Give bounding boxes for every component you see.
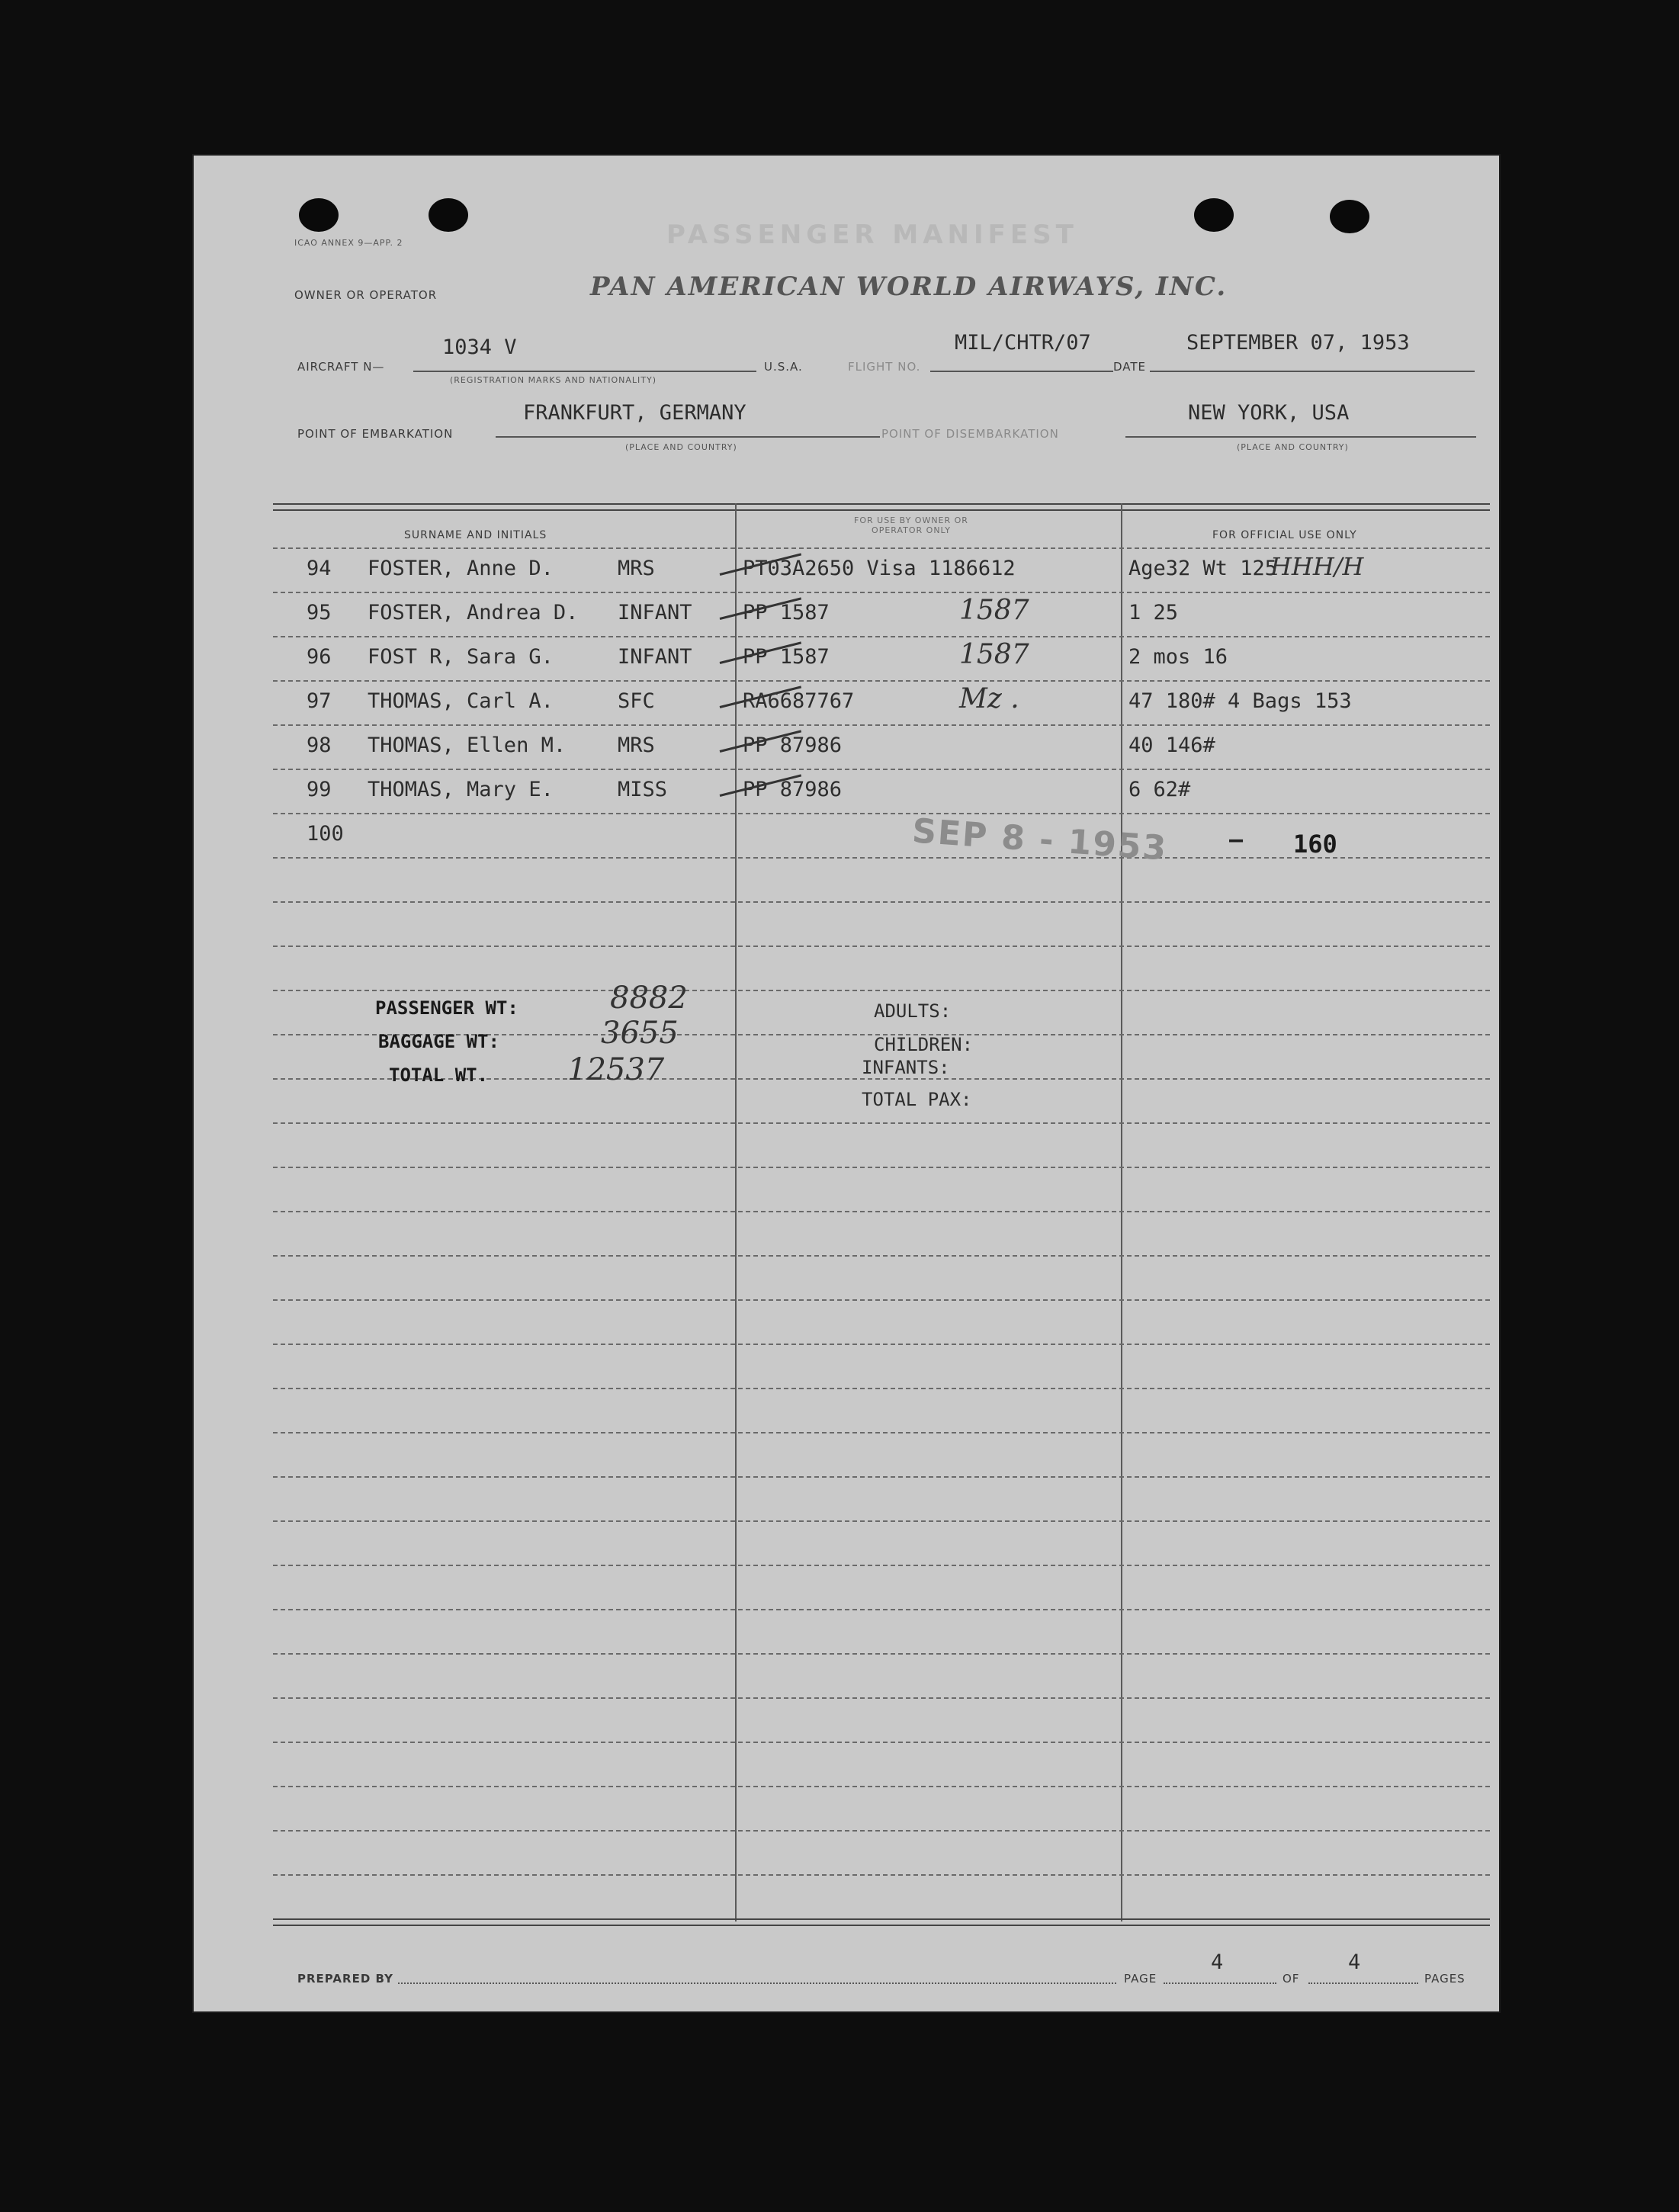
- travel-document: RA6687767: [743, 689, 855, 713]
- total-wt-label: TOTAL WT.: [389, 1064, 489, 1086]
- passenger-name: THOMAS, Mary E.: [368, 778, 554, 801]
- flight-value: MIL/CHTR/07: [955, 331, 1091, 355]
- row-rule: [273, 680, 1490, 682]
- row-rule: [273, 1653, 1490, 1655]
- row-rule: [273, 1830, 1490, 1832]
- header-official-use: FOR OFFICIAL USE ONLY: [1212, 529, 1357, 541]
- date-label: DATE: [1113, 360, 1147, 374]
- row-rule: [273, 1786, 1490, 1787]
- passenger-title: MISS: [618, 778, 668, 801]
- row-number: 100: [307, 822, 344, 846]
- row-rule: [273, 724, 1490, 726]
- column-divider-2: [1121, 503, 1122, 1921]
- dash-mark: —: [1229, 827, 1244, 853]
- owner-value: PAN AMERICAN WORLD AIRWAYS, INC.: [590, 271, 1228, 302]
- table-bottom-rule: [273, 1918, 1490, 1926]
- row-number: 99: [307, 778, 332, 801]
- baggage-wt-value: 3655: [601, 1016, 679, 1051]
- row-rule: [273, 592, 1490, 593]
- owner-label: OWNER OR OPERATOR: [294, 288, 438, 302]
- table-top-rule: [273, 503, 1490, 511]
- travel-document: PP 87986: [743, 734, 843, 757]
- passenger-name: THOMAS, Ellen M.: [368, 734, 567, 757]
- header-surname: SURNAME AND INITIALS: [404, 529, 547, 541]
- passenger-wt-label: PASSENGER WT:: [375, 997, 518, 1019]
- passenger-title: INFANT: [618, 601, 692, 624]
- usa-label: U.S.A.: [764, 360, 803, 374]
- embarkation-value: FRANKFURT, GERMANY: [523, 401, 746, 425]
- official-entry: 47 180# 4 Bags 153: [1128, 689, 1352, 713]
- row-rule: [273, 1609, 1490, 1610]
- punch-hole-right-1: [1194, 198, 1234, 232]
- of-value: 4: [1348, 1950, 1361, 1974]
- row-rule: [273, 813, 1490, 814]
- page-value: 4: [1211, 1950, 1224, 1974]
- row-number: 95: [307, 601, 332, 624]
- passenger-name: FOST R, Sara G.: [368, 645, 554, 669]
- handwritten-note: 1587: [959, 595, 1029, 626]
- row-rule: [273, 1697, 1490, 1699]
- row-rule: [273, 769, 1490, 770]
- row-number: 97: [307, 689, 332, 713]
- passenger-wt-value: 8882: [610, 981, 688, 1016]
- punch-hole-left-2: [429, 198, 468, 232]
- passenger-name: FOSTER, Anne D.: [368, 557, 554, 580]
- icao-reference: ICAO ANNEX 9—APP. 2: [294, 238, 403, 248]
- punch-hole-left-1: [299, 198, 339, 232]
- official-entry: 6 62#: [1128, 778, 1191, 801]
- passenger-name: FOSTER, Andrea D.: [368, 601, 579, 624]
- official-handwritten: HHH/H: [1270, 552, 1364, 581]
- embarkation-caption: (PLACE AND COUNTRY): [625, 442, 737, 452]
- aircraft-label: AIRCRAFT N—: [297, 360, 385, 374]
- row-rule: [273, 1344, 1490, 1345]
- travel-document: PP 87986: [743, 778, 843, 801]
- total-wt-value: 12537: [567, 1052, 665, 1087]
- flight-label: FLIGHT NO.: [848, 360, 921, 374]
- date-value: SEPTEMBER 07, 1953: [1186, 331, 1410, 355]
- received-date-stamp: SEP 8 - 1953: [910, 811, 1169, 868]
- row-rule: [273, 1122, 1490, 1124]
- of-label: OF: [1283, 1972, 1300, 1986]
- row-rule: [273, 1874, 1490, 1876]
- row-rule: [273, 547, 1490, 549]
- row-rule: [273, 1167, 1490, 1168]
- row-rule: [273, 1299, 1490, 1301]
- disembarkation-value: NEW YORK, USA: [1188, 401, 1350, 425]
- column-divider-1: [735, 503, 737, 1921]
- disembarkation-caption: (PLACE AND COUNTRY): [1237, 442, 1349, 452]
- adults-label: ADULTS:: [874, 1000, 952, 1022]
- row-rule: [273, 945, 1490, 947]
- embarkation-label: POINT OF EMBARKATION: [297, 427, 454, 441]
- official-entry: 2 mos 16: [1128, 645, 1228, 669]
- prepared-by-label: PREPARED BY: [297, 1972, 393, 1986]
- official-entry: Age32 Wt 125: [1128, 557, 1278, 580]
- travel-document: PT03A2650 Visa 1186612: [743, 557, 1016, 580]
- row-number: 98: [307, 734, 332, 757]
- official-entry: 40 146#: [1128, 734, 1215, 757]
- faint-form-title: PASSENGER MANIFEST: [666, 220, 1078, 250]
- row-rule: [273, 1520, 1490, 1522]
- header-owner-use: FOR USE BY OWNER OR OPERATOR ONLY: [854, 515, 968, 535]
- passenger-title: INFANT: [618, 645, 692, 669]
- passenger-title: MRS: [618, 557, 655, 580]
- page-label: PAGE: [1124, 1972, 1157, 1986]
- row-rule: [273, 1211, 1490, 1212]
- total-pax-label: TOTAL PAX:: [862, 1089, 972, 1110]
- row-number: 94: [307, 557, 332, 580]
- row-rule: [273, 1432, 1490, 1433]
- handwritten-note: 1587: [959, 639, 1029, 670]
- row-rule: [273, 1565, 1490, 1566]
- row-rule: [273, 1476, 1490, 1478]
- travel-document: PP 1587: [743, 645, 830, 669]
- official-total: 160: [1293, 830, 1337, 859]
- pages-label: PAGES: [1424, 1972, 1466, 1986]
- punch-hole-right-2: [1330, 200, 1369, 233]
- row-rule: [273, 1742, 1490, 1743]
- row-rule: [273, 990, 1490, 991]
- passenger-title: SFC: [618, 689, 655, 713]
- handwritten-note: Mz .: [959, 683, 1019, 714]
- manifest-sheet: [194, 156, 1499, 2011]
- infants-label: INFANTS:: [862, 1057, 950, 1078]
- row-rule: [273, 901, 1490, 903]
- disembarkation-label: POINT OF DISEMBARKATION: [881, 427, 1059, 441]
- passenger-name: THOMAS, Carl A.: [368, 689, 554, 713]
- registration-caption: (REGISTRATION MARKS AND NATIONALITY): [450, 375, 657, 385]
- passenger-title: MRS: [618, 734, 655, 757]
- row-number: 96: [307, 645, 332, 669]
- children-label: CHILDREN:: [874, 1034, 974, 1055]
- official-entry: 1 25: [1128, 601, 1179, 624]
- row-rule: [273, 636, 1490, 637]
- travel-document: PP 1587: [743, 601, 830, 624]
- row-rule: [273, 1388, 1490, 1389]
- aircraft-value: 1034 V: [442, 335, 517, 359]
- row-rule: [273, 1255, 1490, 1257]
- baggage-wt-label: BAGGAGE WT:: [378, 1031, 499, 1052]
